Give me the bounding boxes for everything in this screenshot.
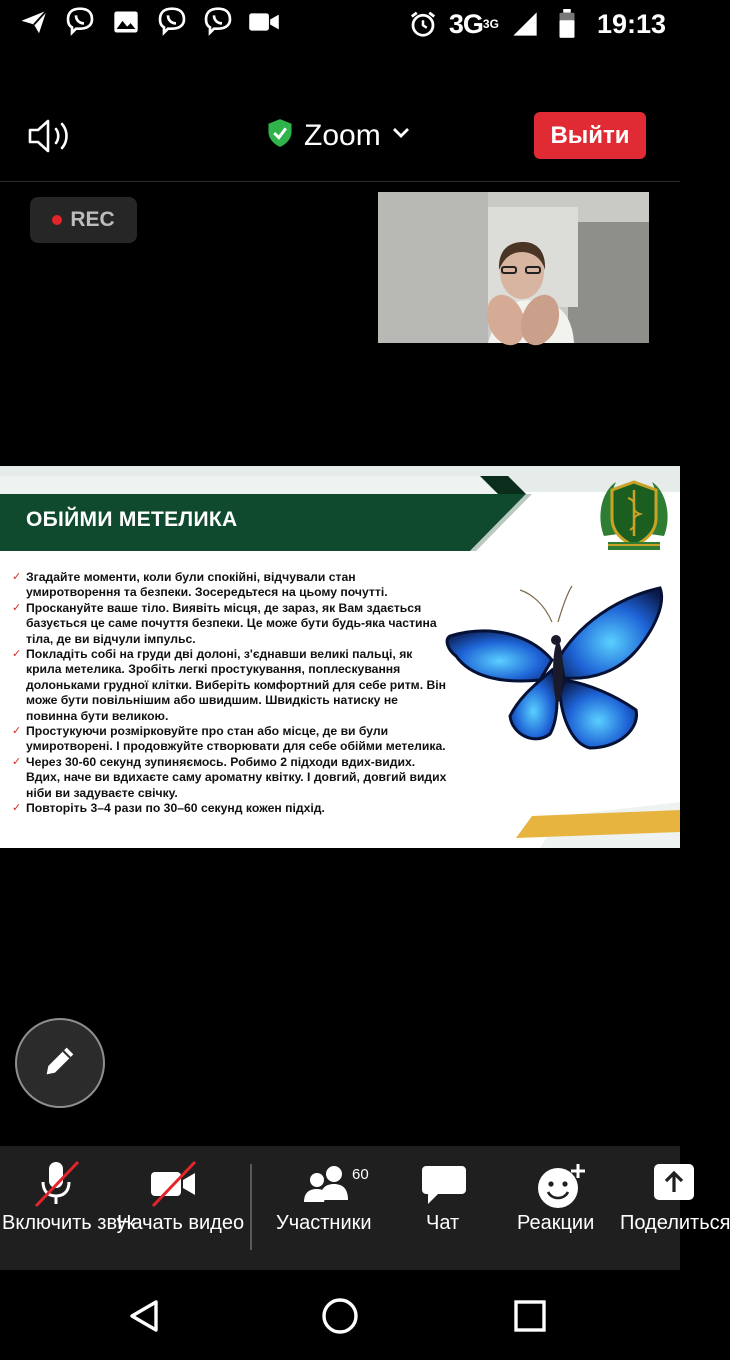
leave-button[interactable]: Выйти (534, 112, 646, 159)
start-video-label: Начать видео (117, 1212, 245, 1234)
reactions-label: Реакции (517, 1212, 595, 1234)
share-button[interactable] (618, 1146, 730, 1270)
video-icon (248, 6, 280, 38)
participants-button[interactable] (268, 1146, 388, 1270)
chat-icon (420, 1160, 468, 1213)
back-icon[interactable] (124, 1296, 164, 1336)
recording-label: REC (70, 208, 115, 231)
recording-badge (30, 197, 137, 243)
network-type: 3G (448, 8, 483, 39)
participants-icon (302, 1160, 354, 1213)
home-icon[interactable] (320, 1296, 360, 1336)
reactions-button[interactable] (510, 1146, 614, 1270)
image-icon (110, 6, 142, 38)
university-emblem-icon (594, 476, 674, 554)
unmute-label: Включить звук (2, 1212, 136, 1234)
slide-title: ОБІЙМИ МЕТЕЛИКА (26, 508, 238, 531)
participants-count: 60 (352, 1166, 369, 1183)
system-nav-bar (0, 1270, 680, 1360)
chat-label: Чат (426, 1212, 460, 1234)
unmute-button[interactable] (0, 1146, 136, 1270)
list-item: ✓ Простукуючи розмірковуйте про стан або місце, де ви були умиротворені. І продовжуйте створювати для себе обійми метелика. (12, 724, 448, 755)
chat-button[interactable] (404, 1146, 484, 1270)
viber-icon (156, 6, 188, 38)
shared-slide (0, 466, 680, 848)
network-type-small: 3G (482, 17, 499, 31)
participant-video-icon (378, 192, 649, 343)
meeting-header (0, 100, 680, 176)
battery-icon (551, 8, 583, 40)
meeting-title[interactable] (266, 118, 411, 153)
toolbar-separator (250, 1164, 252, 1250)
status-bar (0, 0, 680, 48)
viber-icon (202, 6, 234, 38)
share-label: Поделиться (620, 1212, 730, 1234)
header-divider (0, 181, 680, 182)
annotate-button[interactable] (15, 1018, 105, 1108)
app-title: Zoom (304, 118, 381, 152)
reactions-icon (536, 1160, 588, 1217)
video-thumbnail[interactable] (378, 192, 649, 343)
list-item: ✓ Згадайте моменти, коли були спокійні, відчували стан умиротворення та безпеки. Зосередьтеся на цьому почутті. (12, 570, 448, 601)
chevron-down-icon (391, 126, 411, 145)
recording-dot-icon (52, 215, 62, 225)
signal-icon (509, 8, 541, 40)
speaker-icon[interactable] (26, 116, 74, 156)
send-icon (18, 6, 50, 38)
shield-check-icon (266, 118, 294, 153)
microphone-muted-icon (32, 1160, 82, 1213)
clock-time: 19:13 (596, 8, 666, 39)
butterfly-icon (440, 584, 668, 759)
slide-list (12, 570, 448, 817)
start-video-button[interactable] (117, 1146, 245, 1270)
participants-label: Участники (276, 1212, 372, 1234)
recents-icon[interactable] (510, 1296, 550, 1336)
list-item: ✓ Через 30-60 секунд зупиняємось. Робимо 2 підходи вдих-видих. Вдих, наче ви вдихаєте саму ароматну квітку. І довгий, довгий видих ніби ви задуваєте свічку. (12, 755, 448, 801)
share-icon (652, 1160, 698, 1211)
list-item: ✓ Покладіть собі на груди дві долоні, з'єднавши великі пальці, як крила метелика. Зробіть легкі простукування, поплескування долоньками грудної клітки. Виберіть комфортний для себе ритм. Він може бути повільнішим або швидшим. Швидкість натиску не повинна бути великою. (12, 647, 448, 724)
list-item: ✓ Проскануйте ваше тіло. Виявіть місця, де зараз, як Вам здається базується це саме почуття безпеки. Це може бути будь-яка частина тіла, де ви відчули імпульс. (12, 601, 448, 647)
list-item: ✓ Повторіть 3–4 рази по 30–60 секунд кожен підхід. (12, 801, 448, 816)
video-off-icon (147, 1160, 199, 1213)
meeting-toolbar (0, 1146, 730, 1270)
pencil-icon (40, 1041, 80, 1086)
alarm-icon (407, 8, 439, 40)
viber-icon (64, 6, 96, 38)
